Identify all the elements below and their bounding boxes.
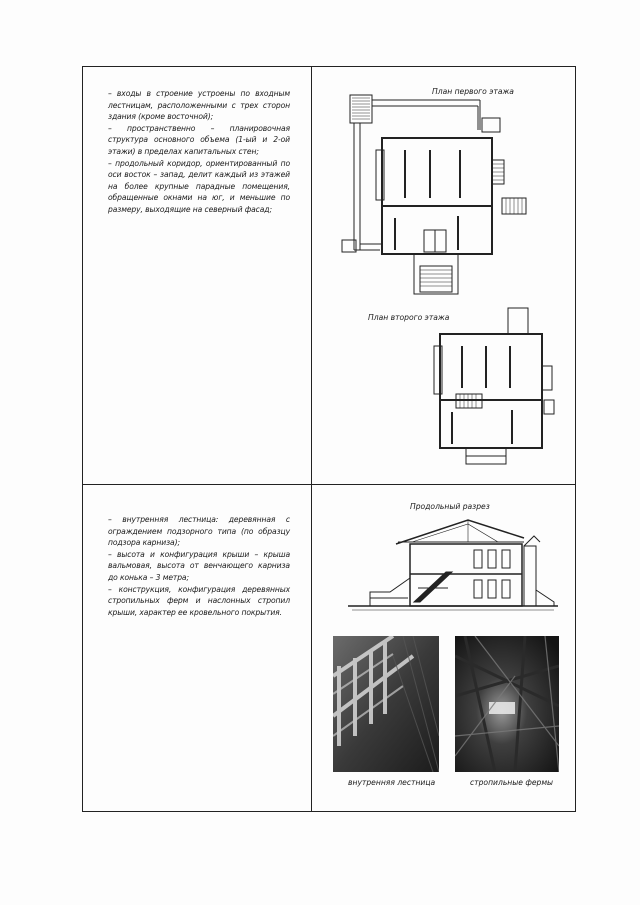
second-floor-plan-drawing xyxy=(426,306,556,471)
column-divider xyxy=(311,66,312,812)
photo-internal-staircase xyxy=(333,636,439,772)
paragraph-structure: – пространственно – планировочная структура основного объема (1-ый и 2-ой этажи) в пределах капитальных стен; xyxy=(108,123,290,156)
paragraph-roof-height: – высота и конфигурация крыши – крыша вальмовая, высота от венчающего карниза до конька – 3 метра; xyxy=(108,549,290,582)
paragraph-corridor: – продольный коридор, ориентированный по оси восток – запад, делит каждый из этажей на более крупные парадные помещения, обращенные окнами на юг, и меньшие по размеру, выходящие на северный фасад; xyxy=(108,158,290,214)
paragraph-staircase: – внутренняя лестница: деревянная с ограждением подзорного типа (по образцу подзора карниза); xyxy=(108,515,290,548)
top-description xyxy=(108,88,290,216)
longitudinal-section-drawing xyxy=(348,516,558,616)
caption-photo-trusses: стропильные фермы xyxy=(470,778,554,787)
first-floor-plan-drawing xyxy=(340,90,540,300)
caption-plan-first-floor: План первого этажа xyxy=(432,87,514,96)
caption-photo-staircase: внутренняя лестница xyxy=(348,778,436,787)
caption-plan-second-floor: План второго этажа xyxy=(368,313,450,322)
paragraph-entrances: – входы в строение устроены по входным лестницам, расположенными с трех сторон здания (кроме восточной); xyxy=(108,89,290,122)
photo-roof-trusses xyxy=(455,636,559,772)
bottom-description xyxy=(108,514,290,618)
row-divider xyxy=(82,484,576,485)
paragraph-roof-structure: – конструкция, конфигурация деревянных стропильных ферм и наслонных стропил крыши, характер ее кровельного покрытия. xyxy=(108,584,290,617)
caption-longitudinal-section: Продольный разрез xyxy=(410,502,490,511)
